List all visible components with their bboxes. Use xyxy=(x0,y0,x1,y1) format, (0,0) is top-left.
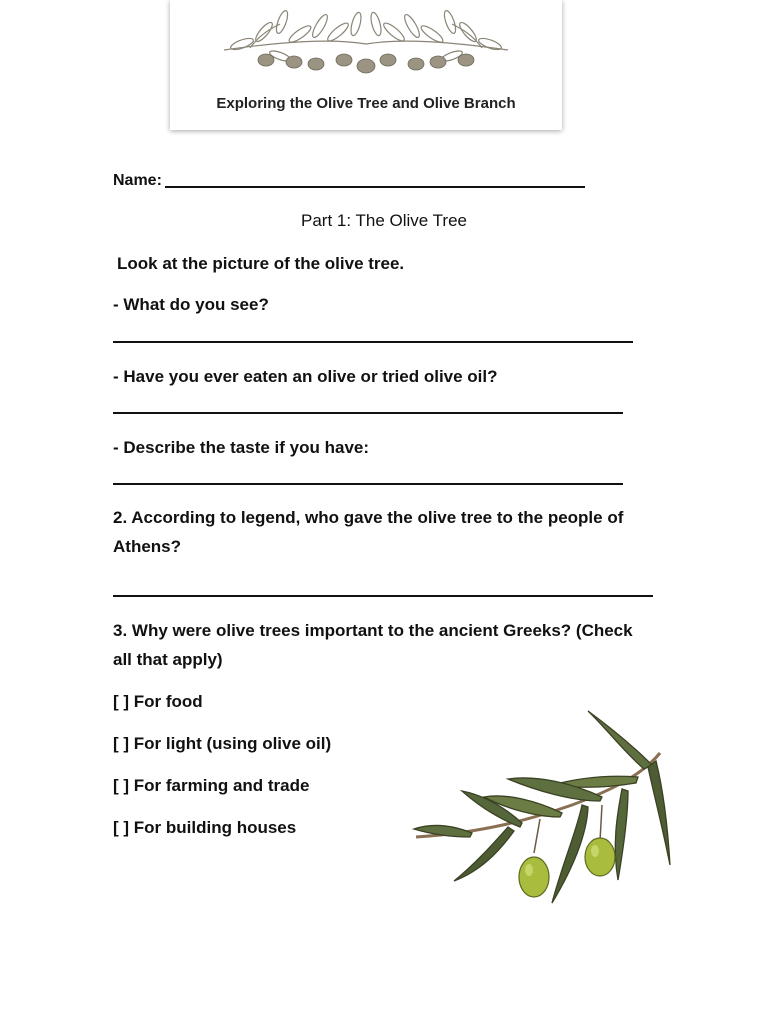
name-label: Name: xyxy=(113,172,162,189)
question-3-line-2: all that apply) xyxy=(113,650,223,669)
question-describe-taste: - Describe the taste if you have: xyxy=(113,438,370,457)
answer-line[interactable] xyxy=(113,341,633,343)
header-card xyxy=(170,0,562,130)
question-eaten-olive: - Have you ever eaten an olive or tried olive oil? xyxy=(113,367,498,386)
worksheet-title: Exploring the Olive Tree and Olive Branch xyxy=(216,95,516,112)
olive-garland-illustration xyxy=(220,4,512,84)
checkbox-option-food[interactable]: [ ] For food xyxy=(113,692,203,711)
question-what-do-you-see: - What do you see? xyxy=(113,295,269,314)
checkbox-option-building-houses[interactable]: [ ] For building houses xyxy=(113,818,297,837)
question-2-line-2: Athens? xyxy=(113,537,181,556)
intro-text: Look at the picture of the olive tree. xyxy=(117,254,405,273)
question-2-line-1: 2. According to legend, who gave the olive tree to the people of xyxy=(113,508,624,527)
olive-branch-illustration xyxy=(412,705,674,910)
answer-line[interactable] xyxy=(113,412,623,414)
name-answer-line[interactable] xyxy=(165,186,585,188)
checkbox-option-farming-trade[interactable]: [ ] For farming and trade xyxy=(113,776,310,795)
answer-line[interactable] xyxy=(113,595,653,597)
question-3-line-1: 3. Why were olive trees important to the ancient Greeks? (Check xyxy=(113,621,633,640)
part-title: Part 1: The Olive Tree xyxy=(301,211,467,230)
answer-line[interactable] xyxy=(113,483,623,485)
checkbox-option-light[interactable]: [ ] For light (using olive oil) xyxy=(113,734,332,753)
